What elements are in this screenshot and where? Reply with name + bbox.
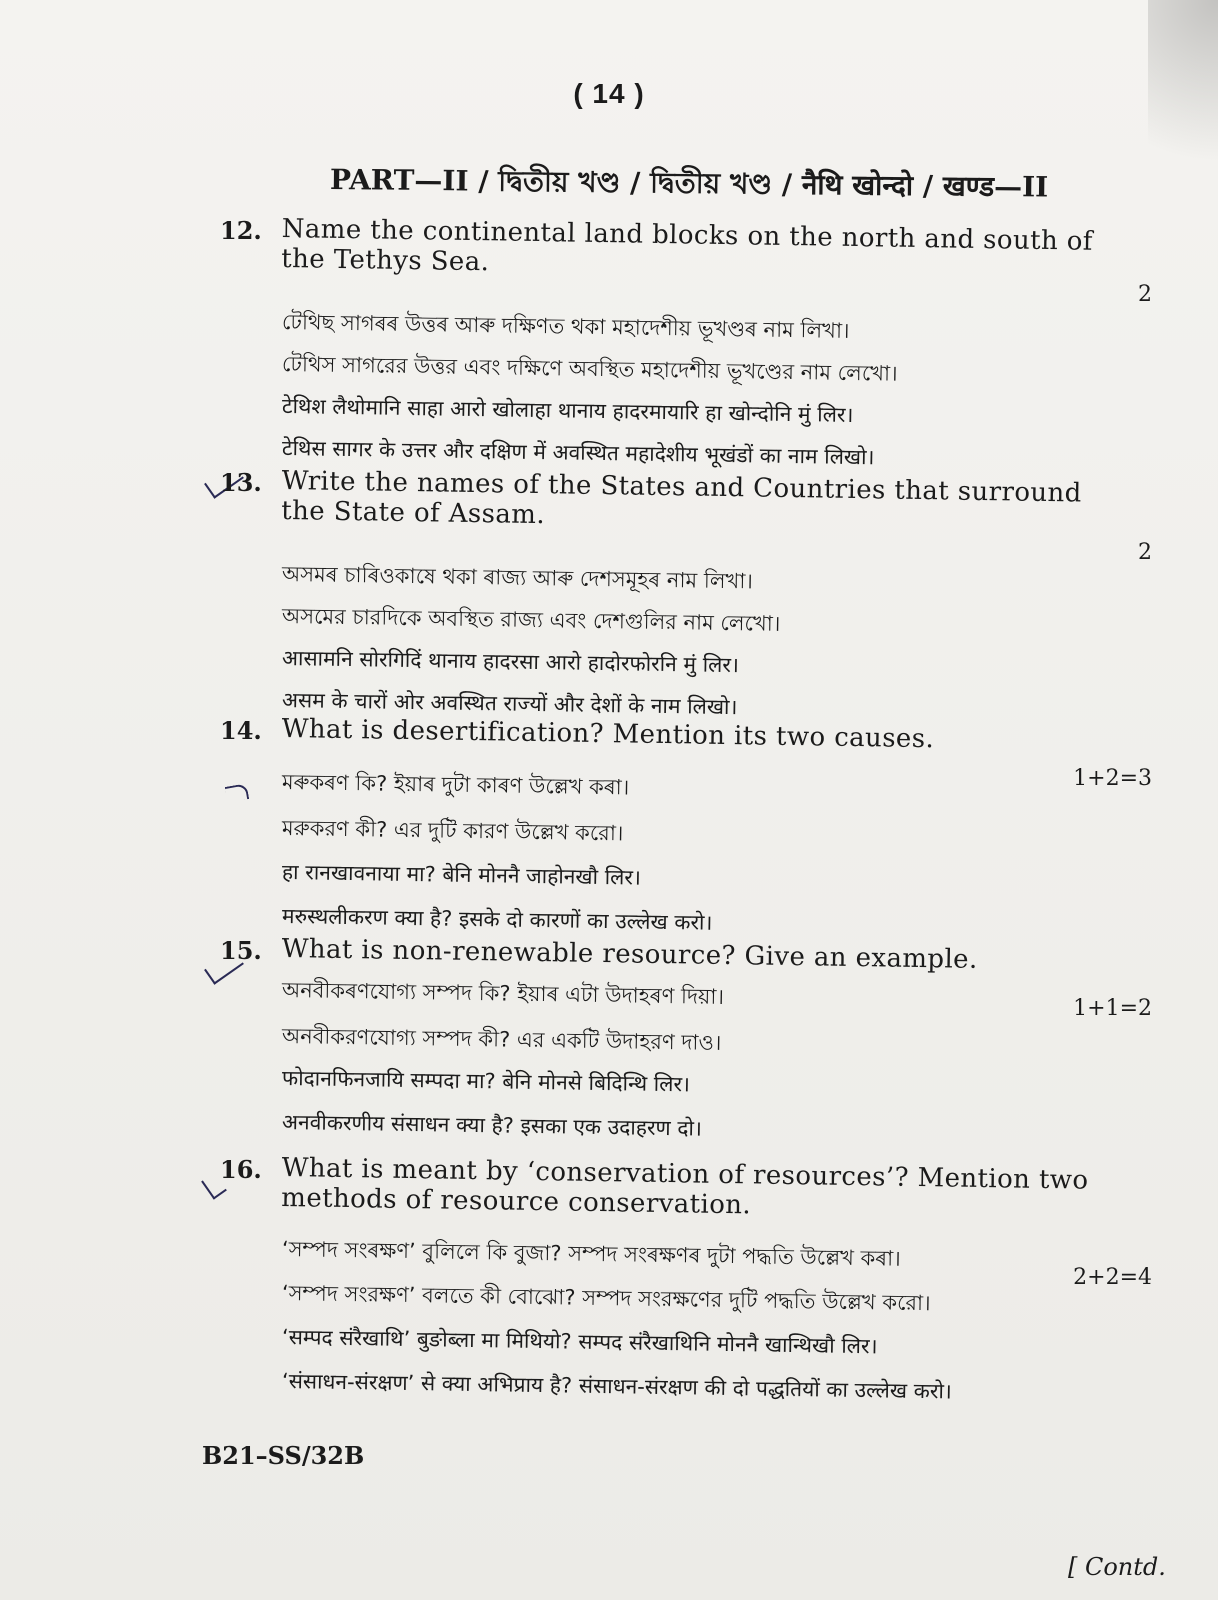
question-english: What is non-renewable resource? Give an example. [281, 934, 978, 975]
question-number: 14. [220, 716, 262, 745]
question-hindi: अनवीकरणीय संसाधन क्या है? इसका एक उदाहरण दो। [281, 1110, 703, 1141]
question-bengali: ‘সম্পদ সংরক্ষণ’ বলতে কী বোঝো? সম্পদ সংরক্ষণের দুটি পদ্ধতি উল্লেখ করো। [281, 1281, 931, 1316]
question-hindi: ‘संसाधन-संरक्षण’ से क्या अभिप्राय है? संसाधन-संरक्षण की दो पद्धतियों का उल्लेख करो। [281, 1369, 953, 1404]
question-english: Name the continental land blocks on the north and south of the Tethys Sea. [281, 214, 1094, 278]
question-marks: 2 [1138, 540, 1152, 565]
question-bengali: মরুকরণ কী? এর দুটি কারণ উল্লেখ করো। [281, 816, 624, 846]
question-marks: 1+2=3 [1073, 766, 1152, 791]
question-number: 15. [220, 936, 262, 965]
page-fold-shadow [1148, 0, 1218, 220]
question-bodo: आसामनि सोरगिदिं थानाय हादरसा आरो हादोरफोरनि मुं लिर। [281, 646, 740, 678]
question-marks: 1+1=2 [1073, 996, 1152, 1021]
question-assamese: অনবীকৰণযোগ্য সম্পদ কি? ইয়াৰ এটা উদাহৰণ দিয়া। [281, 978, 725, 1009]
question-english: What is desertification? Mention its two causes. [281, 714, 935, 755]
question-assamese: অসমৰ চাৰিওকাষে থকা ৰাজ্য আৰু দেশসমূহৰ নাম লিখা। [281, 562, 754, 594]
question-number: 13. [220, 468, 262, 497]
paper-code: B21–SS/32B [202, 1441, 365, 1470]
question-assamese: টেথিছ সাগৰৰ উত্তৰ আৰু দক্ষিণত থকা মহাদেশীয় ভূখণ্ডৰ নাম লিখা। [281, 310, 850, 343]
question-marks: 2+2=4 [1073, 1265, 1152, 1290]
question-bodo: फोदानफिनजायि सम्पदा मा? बेनि मोनसे बिदिन्थि लिर। [281, 1066, 691, 1097]
question-bengali: অনবীকরণযোগ্য সম্পদ কী? এর একটি উদাহরণ দাও। [281, 1024, 722, 1055]
question-bengali: অসমের চারদিকে অবস্থিত রাজ্য এবং দেশগুলির নাম লেখো। [281, 604, 781, 636]
question-hindi: असम के चारों ओर अवस्थित राज्यों और देशों के नाम लिखो। [281, 688, 738, 720]
question-english: Write the names of the States and Countries that surround the State of Assam. [281, 466, 1082, 531]
question-bodo: हा रानखावनाया मा? बेनि मोननै जाहोनखौ लिर। [281, 860, 642, 890]
grader-mark-icon [225, 783, 249, 803]
question-hindi: टेथिस सागर के उत्तर और दक्षिण में अवस्थित महादेशीय भूखंडों का नाम लिखो। [281, 436, 875, 470]
question-bengali: টেথিস সাগরের উত্তর এবং দক্ষিণে অবস্থিত মহাদেশীয় ভূখণ্ডের নাম লেখো। [281, 352, 898, 386]
page-number: ( 14 ) [573, 78, 645, 109]
question-assamese: মৰুকৰণ কি? ইয়াৰ দুটা কাৰণ উল্লেখ কৰা। [281, 770, 630, 800]
question-assamese: ‘সম্পদ সংৰক্ষণ’ বুলিলে কি বুজা? সম্পদ সংৰক্ষণৰ দুটা পদ্ধতি উল্লেখ কৰা। [281, 1237, 901, 1271]
continued-label: [ Contd. [1068, 1553, 1166, 1581]
question-english: What is meant by ‘conservation of resources’? Mention two methods of resource conservation. [281, 1153, 1089, 1221]
question-marks: 2 [1138, 282, 1152, 307]
question-number: 16. [220, 1155, 262, 1184]
question-number: 12. [220, 216, 262, 245]
question-bodo: ‘सम्पद संरैखाथि’ बुङोब्ला मा मिथियो? सम्पद संरैखाथिनि मोननै खान्थिखौ लिर। [281, 1325, 878, 1359]
question-hindi: मरुस्थलीकरण क्या है? इसके दो कारणों का उल्लेख करो। [281, 904, 713, 935]
part-heading: PART—II / দ্বিতীয় খণ্ড / দ্বিতীয় খণ্ড / नैथि खोन्दो / खण्ड—II [329, 163, 1049, 204]
question-bodo: टेथिश लैथोमानि साहा आरो खोलाहा थानाय हादरमायारि हा खोन्दोनि मुं लिर। [281, 394, 854, 427]
